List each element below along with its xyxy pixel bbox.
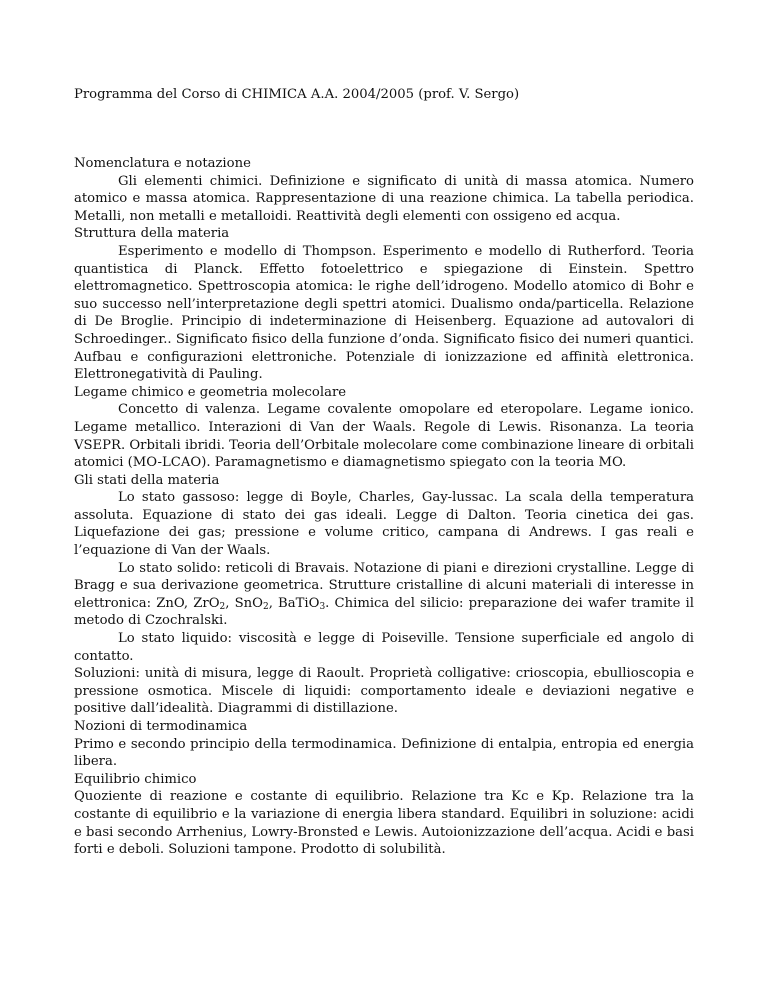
solid-text-4: . Chimica del silicio: preparazione dei wafer tramite il metodo di Czochralski.	[74, 595, 694, 629]
section-paragraph: Primo e secondo principio della termodinamica. Definizione di entalpia, entropia ed energia libera.	[74, 736, 694, 770]
subscript: 2	[219, 601, 226, 612]
subscript: 3	[319, 601, 326, 612]
section-paragraph: Esperimento e modello di Thompson. Esperimento e modello di Rutherford. Teoria quantistica di Planck. Effetto fotoelettrico e spiegazione di Einstein. Spettro elettromagnetico. Spettroscopia atomica: le righe dell’idrogeno. Modello atomico di Bohr e suo successo nell’interpretazione degli spettri atomici. Dualismo onda/particella. Relazione di De Broglie. Principio di indeterminazione di Heisenberg. Equazione ad autovalori di Schroedinger.. Significato fisico della funzione d’onda. Significato fisico dei numeri quantici. Aufbau e configurazioni elettroniche. Potenziale di ionizzazione ed affinità elettronica. Elettronegatività di Pauling.	[74, 243, 694, 383]
document-title: Programma del Corso di CHIMICA A.A. 2004/2005 (prof. V. Sergo)	[74, 87, 520, 102]
document-body	[74, 155, 694, 859]
section-paragraph-liquid: Lo stato liquido: viscosità e legge di Poiseville. Tensione superficiale ed angolo di contatto.	[74, 631, 694, 664]
section-paragraph: Gli elementi chimici. Definizione e significato di unità di massa atomica. Numero atomico e massa atomica. Rappresentazione di una reazione chimica. La tabella periodica. Metalli, non metalli e metalloidi. Reattività degli elementi con ossigeno ed acqua.	[74, 173, 694, 224]
solid-text-1: Lo stato solido: reticoli di Bravais. Notazione di piani e direzioni crystalline. Legge di Bragg e sua derivazione geometrica. Strutture cristalline di alcuni materiali di interesse in elettronica: ZnO, ZrO	[74, 560, 694, 611]
subscript: 2	[262, 601, 269, 612]
section-heading-stati: Gli stati della materia	[74, 472, 220, 488]
section-paragraph-solutions: Soluzioni: unità di misura, legge di Raoult. Proprietà colligative: crioscopia, ebullioscopia e pressione osmotica. Miscele di liquidi: comportamento ideale e deviazioni negative e positive dall’idealità. Diagrammi di distillazione.	[74, 666, 694, 717]
section-paragraph-solid	[74, 560, 694, 630]
solid-text-3: , BaTiO	[268, 595, 320, 611]
section-paragraph: Concetto di valenza. Legame covalente omopolare ed eteropolare. Legame ionico. Legame metallico. Interazioni di Van der Waals. Regole di Lewis. Risonanza. La teoria VSEPR. Orbitali ibridi. Teoria dell’Orbitale molecolare come combinazione lineare di orbitali atomici (MO-LCAO). Paramagnetismo e diamagnetismo spiegato con la teoria MO.	[74, 402, 694, 471]
section-paragraph: Quoziente di reazione e costante di equilibrio. Relazione tra Kc e Kp. Relazione tra la costante di equilibrio e la variazione di energia libera standard. Equilibri in soluzione: acidi e basi secondo Arrhenius, Lowry-Bronsted e Lewis. Autoionizzazione dell’acqua. Acidi e basi forti e deboli. Soluzioni tampone. Prodotto di solubilità.	[74, 789, 694, 858]
section-paragraph-gas: Lo stato gassoso: legge di Boyle, Charles, Gay-lussac. La scala della temperatura assoluta. Equazione di stato dei gas ideali. Legge di Dalton. Teoria cinetica dei gas. Liquefazione dei gas; pressione e volume critico, campana di Andrews. I gas reali e l’equazione di Van der Waals.	[74, 490, 694, 559]
section-heading-equilibrio: Equilibrio chimico	[74, 771, 197, 787]
section-heading-struttura: Struttura della materia	[74, 226, 230, 242]
section-heading-termodinamica: Nozioni di termodinamica	[74, 719, 248, 734]
section-heading-legame: Legame chimico e geometria molecolare	[74, 384, 347, 400]
section-heading-nomenclatura: Nomenclatura e notazione	[74, 156, 251, 171]
solid-text-2: , SnO	[225, 595, 263, 611]
